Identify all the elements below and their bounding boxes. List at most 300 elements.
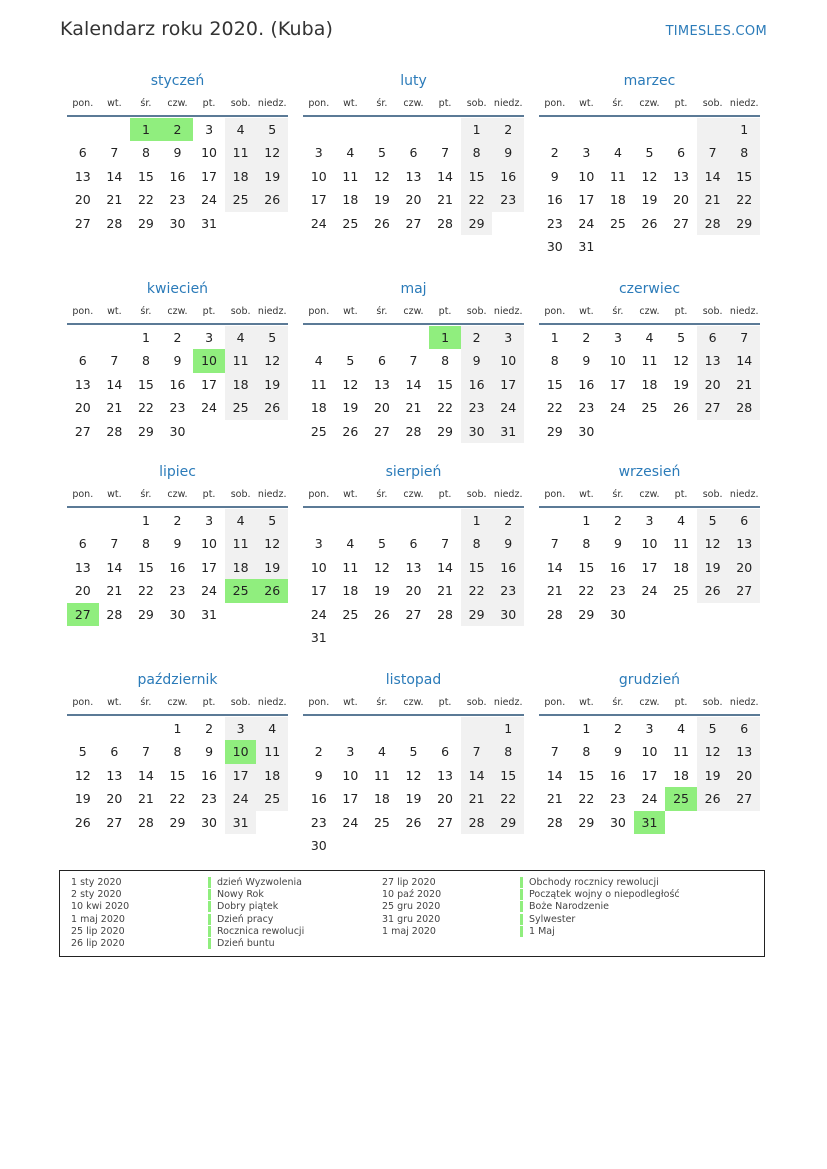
weekday-header (539, 93, 760, 117)
day-cell: 12 (641, 168, 658, 184)
day-cell: 22 (728, 188, 760, 211)
weekday-header (303, 692, 524, 716)
weekday-label: pon. (72, 697, 94, 708)
month-3 (539, 71, 760, 258)
day-cell: 8 (550, 353, 559, 369)
day-cell: 19 (74, 791, 91, 807)
day-cell: 6 (78, 145, 87, 161)
day-cell: 24 (609, 400, 626, 416)
day-cell: 2 (492, 509, 524, 532)
legend-dates-col-1 (71, 877, 129, 950)
day-cell: 28 (137, 814, 154, 830)
day-cell: 28 (106, 215, 123, 231)
weekday-label: wt. (343, 306, 358, 317)
weekday-label: śr. (612, 489, 624, 500)
day-cell: 5 (256, 509, 288, 532)
day-cell: 23 (492, 188, 524, 211)
day-cell: 24 (492, 396, 524, 419)
day-cell: 28 (405, 423, 422, 439)
legend-name-row (520, 914, 680, 926)
day-cell: 18 (342, 583, 359, 599)
day-cell: 7 (550, 744, 559, 760)
day-cell: 27 (405, 606, 422, 622)
empty-cell (366, 326, 398, 349)
month-10 (67, 670, 288, 834)
day-cell: 30 (609, 814, 626, 830)
day-cell: 16 (201, 767, 218, 783)
day-cell: 14 (106, 168, 123, 184)
day-cell: 5 (377, 536, 386, 552)
day-cell: 11 (225, 349, 257, 372)
day-cell: 1 (141, 513, 150, 528)
days-grid (67, 717, 288, 834)
weekday-label: pt. (438, 489, 452, 500)
month-5 (303, 279, 524, 443)
empty-cell (335, 118, 367, 141)
day-cell: 28 (437, 215, 454, 231)
day-cell: 21 (546, 583, 563, 599)
day-cell: 19 (342, 400, 359, 416)
empty-cell (99, 509, 131, 532)
holiday-day-cell: 1 (429, 326, 461, 349)
day-cell: 13 (437, 767, 454, 783)
day-cell: 28 (546, 606, 563, 622)
day-cell: 20 (405, 583, 422, 599)
month-name: kwiecień (146, 281, 209, 297)
legend-date: 25 gru 2020 (382, 901, 441, 913)
legend-date: 2 sty 2020 (71, 889, 122, 901)
weekday-label: pon. (308, 697, 330, 708)
weekday-label: czw. (639, 98, 660, 109)
day-cell: 27 (728, 787, 760, 810)
weekday-label: czw. (639, 489, 660, 500)
day-cell: 26 (373, 215, 390, 231)
empty-cell (461, 717, 493, 740)
day-cell: 14 (461, 764, 493, 787)
day-cell: 11 (310, 376, 327, 392)
day-cell: 6 (110, 744, 119, 760)
day-cell: 18 (225, 165, 257, 188)
day-cell: 5 (377, 145, 386, 161)
legend-holiday-name: Obchody rocznicy rewolucji (520, 877, 659, 888)
day-cell: 16 (310, 791, 327, 807)
weekday-label: pt. (674, 489, 688, 500)
day-cell: 14 (546, 767, 563, 783)
day-cell: 15 (578, 767, 595, 783)
weekday-header (303, 301, 524, 325)
legend-date: 26 lip 2020 (71, 937, 125, 949)
day-cell: 7 (728, 326, 760, 349)
weekday-label: sob. (702, 697, 723, 708)
day-cell: 23 (169, 192, 186, 208)
empty-cell (398, 326, 430, 349)
day-cell: 10 (342, 767, 359, 783)
day-cell: 1 (141, 330, 150, 345)
day-cell: 12 (74, 767, 91, 783)
day-cell: 11 (256, 740, 288, 763)
day-cell: 24 (641, 791, 658, 807)
weekday-label: sob. (466, 697, 487, 708)
day-cell: 22 (578, 791, 595, 807)
day-cell: 26 (697, 787, 729, 810)
day-cell: 15 (546, 376, 563, 392)
day-cell: 25 (641, 400, 658, 416)
day-cell: 7 (110, 536, 119, 552)
day-cell: 9 (173, 353, 182, 369)
day-cell: 23 (609, 791, 626, 807)
day-cell: 3 (492, 326, 524, 349)
day-cell: 28 (106, 606, 123, 622)
day-cell: 6 (441, 744, 450, 760)
day-cell: 23 (578, 400, 595, 416)
day-cell: 18 (673, 767, 690, 783)
weekday-label: wt. (579, 306, 594, 317)
weekday-label: pt. (202, 98, 216, 109)
day-cell: 29 (578, 606, 595, 622)
holiday-day-cell: 26 (256, 579, 288, 602)
month-4 (67, 279, 288, 443)
day-cell: 10 (310, 559, 327, 575)
month-name: maj (400, 281, 427, 297)
day-cell: 2 (173, 513, 182, 528)
month-11 (303, 670, 524, 857)
weekday-label: śr. (376, 306, 388, 317)
day-cell: 9 (205, 744, 214, 760)
day-cell: 8 (461, 532, 493, 555)
day-cell: 8 (141, 353, 150, 369)
day-cell: 29 (461, 603, 493, 626)
weekday-label: wt. (343, 697, 358, 708)
day-cell: 19 (697, 556, 729, 579)
day-cell: 27 (373, 423, 390, 439)
weekday-label: sob. (230, 697, 251, 708)
day-cell: 15 (461, 556, 493, 579)
day-cell: 31 (201, 215, 218, 231)
weekday-label: niedz. (493, 489, 523, 500)
weekday-label: niedz. (257, 306, 287, 317)
legend-date: 10 paź 2020 (382, 889, 442, 901)
weekday-label: pon. (308, 306, 330, 317)
weekday-label: pon. (544, 697, 566, 708)
day-cell: 21 (546, 791, 563, 807)
day-cell: 3 (314, 536, 323, 552)
holiday-day-cell: 1 (130, 118, 162, 141)
day-cell: 25 (342, 606, 359, 622)
day-cell: 29 (137, 606, 154, 622)
day-cell: 4 (225, 118, 257, 141)
day-cell: 19 (673, 376, 690, 392)
day-cell: 1 (492, 717, 524, 740)
legend-date: 1 sty 2020 (71, 877, 122, 888)
day-cell: 28 (697, 212, 729, 235)
day-cell: 21 (106, 583, 123, 599)
weekday-header (539, 692, 760, 716)
legend-date: 10 kwi 2020 (71, 901, 130, 913)
weekday-label: pon. (308, 489, 330, 500)
legend-name-row (208, 938, 304, 950)
day-cell: 27 (405, 215, 422, 231)
weekday-label: niedz. (729, 98, 759, 109)
day-cell: 17 (201, 168, 218, 184)
brand-link[interactable]: TIMESLES.COM (665, 24, 767, 39)
month-name: marzec (623, 73, 676, 89)
empty-cell (398, 509, 430, 532)
day-cell: 15 (137, 168, 154, 184)
weekday-label: wt. (579, 98, 594, 109)
day-cell: 21 (728, 373, 760, 396)
day-cell: 23 (169, 400, 186, 416)
empty-cell (571, 118, 603, 141)
day-cell: 19 (697, 764, 729, 787)
weekday-header (67, 484, 288, 508)
day-cell: 12 (373, 559, 390, 575)
day-cell: 17 (342, 791, 359, 807)
day-cell: 31 (225, 811, 257, 834)
day-cell: 20 (673, 192, 690, 208)
day-cell: 10 (310, 168, 327, 184)
day-cell: 20 (74, 400, 91, 416)
day-cell: 11 (609, 168, 626, 184)
day-cell: 18 (641, 376, 658, 392)
empty-cell (366, 509, 398, 532)
day-cell: 28 (437, 606, 454, 622)
day-cell: 16 (461, 373, 493, 396)
weekday-label: niedz. (493, 98, 523, 109)
day-cell: 6 (728, 717, 760, 740)
day-cell: 12 (405, 767, 422, 783)
weekday-label: niedz. (493, 697, 523, 708)
month-8 (303, 462, 524, 649)
month-name: luty (400, 73, 427, 89)
day-cell: 11 (342, 559, 359, 575)
weekday-label: sob. (230, 489, 251, 500)
day-cell: 2 (461, 326, 493, 349)
weekday-label: pt. (202, 697, 216, 708)
holiday-day-cell: 25 (225, 579, 257, 602)
empty-cell (634, 118, 666, 141)
day-cell: 20 (728, 764, 760, 787)
day-cell: 8 (582, 536, 591, 552)
day-cell: 6 (78, 353, 87, 369)
day-cell: 20 (728, 556, 760, 579)
day-cell: 13 (373, 376, 390, 392)
legend-holiday-name: Dzień pracy (208, 914, 273, 925)
days-grid (303, 118, 524, 235)
day-cell: 16 (169, 168, 186, 184)
day-cell: 26 (641, 215, 658, 231)
days-grid (539, 326, 760, 443)
day-cell: 1 (550, 330, 559, 345)
legend-name-row (208, 914, 304, 926)
holiday-day-cell: 27 (67, 603, 99, 626)
day-cell: 2 (613, 721, 622, 736)
day-cell: 17 (225, 764, 257, 787)
day-cell: 17 (310, 192, 327, 208)
day-cell: 14 (106, 559, 123, 575)
day-cell: 20 (74, 192, 91, 208)
day-cell: 29 (728, 212, 760, 235)
day-cell: 21 (437, 583, 454, 599)
day-cell: 27 (728, 579, 760, 602)
day-cell: 5 (677, 330, 686, 345)
day-cell: 26 (256, 188, 288, 211)
empty-cell (697, 118, 729, 141)
day-cell: 13 (74, 559, 91, 575)
day-cell: 28 (106, 423, 123, 439)
day-cell: 27 (74, 423, 91, 439)
weekday-label: śr. (140, 697, 152, 708)
day-cell: 14 (405, 376, 422, 392)
day-cell: 1 (461, 118, 493, 141)
day-cell: 8 (582, 744, 591, 760)
month-name: styczeń (150, 73, 205, 89)
day-cell: 19 (373, 583, 390, 599)
days-grid (539, 118, 760, 258)
day-cell: 31 (201, 606, 218, 622)
day-cell: 8 (492, 740, 524, 763)
day-cell: 2 (613, 513, 622, 528)
weekday-label: pt. (674, 697, 688, 708)
day-cell: 11 (673, 536, 690, 552)
weekday-label: niedz. (257, 697, 287, 708)
weekday-label: śr. (376, 98, 388, 109)
month-name: czerwiec (618, 281, 681, 297)
day-cell: 7 (461, 740, 493, 763)
day-cell: 4 (225, 509, 257, 532)
weekday-label: wt. (579, 697, 594, 708)
day-cell: 25 (373, 814, 390, 830)
day-cell: 22 (169, 791, 186, 807)
day-cell: 18 (342, 192, 359, 208)
month-name: grudzień (618, 672, 681, 688)
weekday-label: śr. (140, 489, 152, 500)
empty-cell (335, 509, 367, 532)
day-cell: 11 (225, 141, 257, 164)
day-cell: 25 (310, 423, 327, 439)
empty-cell (99, 326, 131, 349)
legend-date: 27 lip 2020 (382, 877, 436, 888)
weekday-label: niedz. (257, 489, 287, 500)
day-cell: 3 (205, 330, 214, 345)
legend-holiday-name: Rocznica rewolucji (208, 926, 304, 937)
weekday-label: pon. (72, 489, 94, 500)
day-cell: 16 (609, 559, 626, 575)
day-cell: 10 (201, 145, 218, 161)
day-cell: 26 (342, 423, 359, 439)
day-cell: 22 (137, 400, 154, 416)
weekday-label: czw. (167, 98, 188, 109)
day-cell: 24 (310, 215, 327, 231)
day-cell: 26 (697, 579, 729, 602)
weekday-label: śr. (140, 98, 152, 109)
month-12 (539, 670, 760, 834)
day-cell: 4 (256, 717, 288, 740)
empty-cell (429, 118, 461, 141)
day-cell: 13 (74, 376, 91, 392)
day-cell: 22 (461, 579, 493, 602)
weekday-label: niedz. (729, 489, 759, 500)
weekday-label: wt. (107, 489, 122, 500)
weekday-label: czw. (403, 697, 424, 708)
day-cell: 17 (641, 559, 658, 575)
day-cell: 4 (645, 330, 654, 345)
day-cell: 4 (346, 145, 355, 161)
day-cell: 12 (697, 532, 729, 555)
days-grid (539, 509, 760, 626)
month-7 (67, 462, 288, 626)
weekday-label: pt. (202, 489, 216, 500)
day-cell: 20 (437, 791, 454, 807)
weekday-label: śr. (612, 306, 624, 317)
day-cell: 30 (578, 423, 595, 439)
empty-cell (67, 509, 99, 532)
day-cell: 25 (225, 188, 257, 211)
day-cell: 9 (492, 141, 524, 164)
day-cell: 5 (346, 353, 355, 369)
day-cell: 14 (106, 376, 123, 392)
day-cell: 30 (169, 215, 186, 231)
day-cell: 14 (137, 767, 154, 783)
month-6 (539, 279, 760, 443)
day-cell: 23 (201, 791, 218, 807)
empty-cell (429, 717, 461, 740)
empty-cell (429, 509, 461, 532)
day-cell: 3 (314, 145, 323, 161)
day-cell: 1 (582, 513, 591, 528)
legend-name-row (208, 889, 304, 901)
legend-holiday-name: 1 Maj (520, 926, 555, 937)
day-cell: 29 (437, 423, 454, 439)
weekday-header (67, 692, 288, 716)
day-cell: 3 (346, 744, 355, 760)
month-9 (539, 462, 760, 626)
legend-names-col-1 (208, 877, 304, 950)
day-cell: 30 (310, 837, 327, 853)
weekday-label: pt. (438, 697, 452, 708)
day-cell: 13 (697, 349, 729, 372)
day-cell: 16 (492, 556, 524, 579)
day-cell: 22 (492, 787, 524, 810)
legend-names-col-2 (520, 877, 680, 938)
empty-cell (303, 326, 335, 349)
day-cell: 9 (613, 536, 622, 552)
day-cell: 15 (137, 559, 154, 575)
day-cell: 4 (346, 536, 355, 552)
day-cell: 17 (609, 376, 626, 392)
legend-holiday-name: Dzień buntu (208, 938, 275, 949)
weekday-label: sob. (466, 98, 487, 109)
day-cell: 7 (110, 353, 119, 369)
day-cell: 17 (201, 559, 218, 575)
day-cell: 21 (405, 400, 422, 416)
day-cell: 17 (578, 192, 595, 208)
weekday-label: sob. (466, 489, 487, 500)
day-cell: 1 (728, 118, 760, 141)
day-cell: 7 (141, 744, 150, 760)
day-cell: 12 (256, 532, 288, 555)
day-cell: 20 (373, 400, 390, 416)
day-cell: 22 (461, 188, 493, 211)
day-cell: 17 (641, 767, 658, 783)
month-name: wrzesień (618, 464, 681, 480)
day-cell: 23 (546, 215, 563, 231)
weekday-label: niedz. (729, 306, 759, 317)
day-cell: 31 (578, 238, 595, 254)
day-cell: 8 (141, 145, 150, 161)
weekday-label: sob. (702, 98, 723, 109)
weekday-label: pt. (438, 98, 452, 109)
day-cell: 26 (373, 606, 390, 622)
